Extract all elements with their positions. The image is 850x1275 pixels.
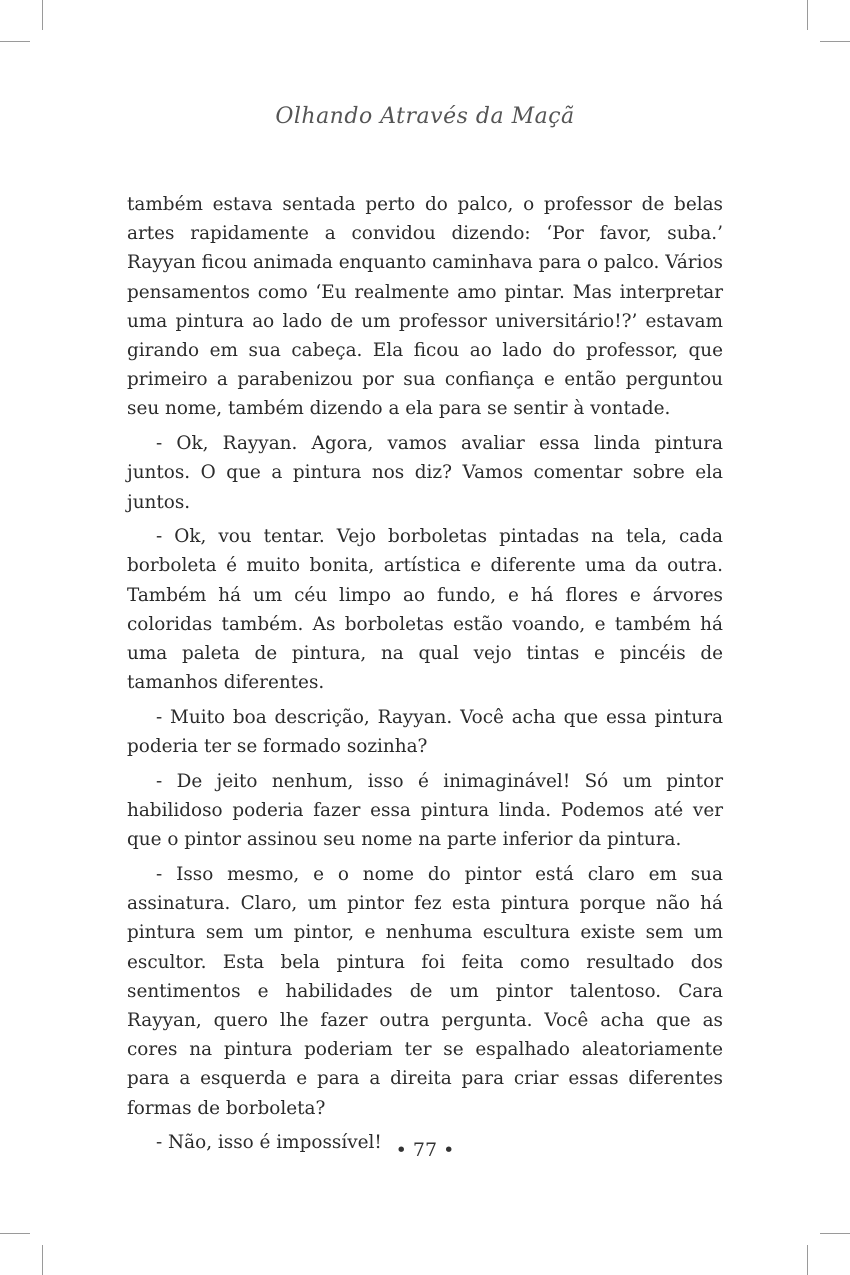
crop-mark-top-left-vertical (42, 0, 43, 30)
crop-mark-top-right-vertical (807, 0, 808, 30)
running-title: Olhando Através da Maçã (275, 104, 575, 129)
paragraph: - Ok, Rayyan. Agora, vamos avaliar essa linda pintura juntos. O que a pintura nos diz? Vamos comentar sobre ela juntos. (127, 433, 723, 513)
page-number: • 77 • (395, 1139, 455, 1161)
body-text (127, 190, 723, 1163)
crop-mark-bottom-left-horizontal (0, 1233, 30, 1234)
crop-mark-bottom-right-horizontal (820, 1233, 850, 1234)
crop-mark-top-left-horizontal (0, 41, 30, 42)
paragraph: - Não, isso é impossível! (156, 1132, 382, 1154)
paragraph: - Muito boa descrição, Rayyan. Você acha que essa pintura poderia ter se formado sozinha? (127, 706, 723, 758)
crop-mark-top-right-horizontal (820, 41, 850, 42)
paragraph: - De jeito nenhum, isso é inimaginável! Só um pintor habilidoso poderia fazer essa pintura linda. Podemos até ver que o pintor assinou seu nome na parte inferior da pintura. (127, 770, 723, 851)
paragraph: - Isso mesmo, e o nome do pintor está claro em sua assinatura. Claro, um pintor fez esta pintura porque não há pintura sem um pintor, e nenhuma escultura existe sem um escultor. Esta bela pintura foi feita como resultado dos sentimentos e habilidades de um pintor talentoso. Cara Rayyan, quero lhe fazer outra pergunta. Você acha que as cores na pintura poderiam ter se espalhado aleatoriamente para a esquerda e para a direita para criar essas diferentes formas de borboleta? (127, 863, 723, 1119)
paragraph: também estava sentada perto do palco, o professor de belas artes rapidamente a convidou dizendo: ‘Por favor, suba.’ Rayyan ficou animada enquanto caminhava para o palco. Vários pensamentos como ‘Eu realmente amo pintar. Mas interpretar uma pintura ao lado de um professor universitário!?’ estavam girando em sua cabeça. Ela ficou ao lado do professor, que primeiro a parabenizou por sua confiança e então perguntou seu nome, também dizendo a ela para se sentir à vontade. (127, 194, 723, 420)
crop-mark-bottom-right-vertical (807, 1245, 808, 1275)
paragraph: - Ok, vou tentar. Vejo borboletas pintadas na tela, cada borboleta é muito bonita, artística e diferente uma da outra. Também há um céu limpo ao fundo, e há flores e árvores coloridas também. As borboletas estão voando, e também há uma paleta de pintura, na qual vejo tintas e pincéis de tamanhos diferentes. (127, 526, 723, 694)
crop-mark-bottom-left-vertical (42, 1245, 43, 1275)
